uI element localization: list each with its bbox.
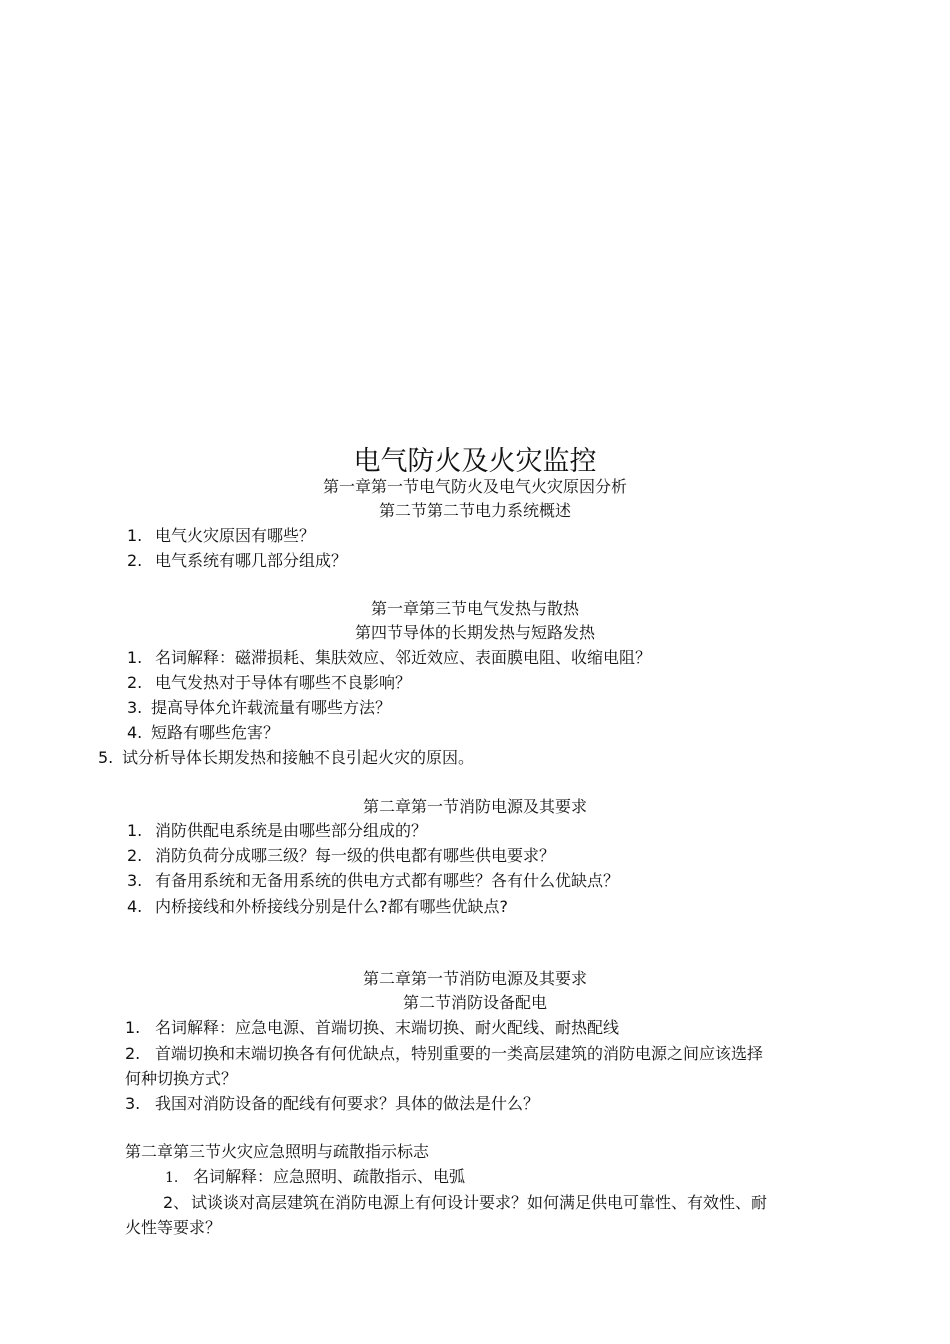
item-text: 首端切换和末端切换各有何优缺点，特别重要的一类高层建筑的消防电源之间应该选择 xyxy=(155,1044,764,1063)
list-item xyxy=(127,671,411,695)
item-text: 消防负荷分成哪三级？每一级的供电都有哪些供电要求？ xyxy=(155,846,556,865)
list-item xyxy=(127,895,508,919)
list-item xyxy=(163,1191,767,1215)
list-item xyxy=(98,746,474,770)
item-text: 消防供配电系统是由哪些部分组成的？ xyxy=(155,821,428,840)
item-text: 名词解释：磁滞损耗、集肤效应、邻近效应、表面膜电阻、收缩电阻？ xyxy=(155,648,652,667)
section-subheading: 第四节导体的长期发热与短路发热 xyxy=(354,623,595,642)
item-text: 内桥接线和外桥接线分别是什么?都有哪些优缺点? xyxy=(155,897,508,916)
item-number: 2、 xyxy=(163,1193,190,1212)
list-item xyxy=(127,549,347,573)
list-item xyxy=(127,844,555,868)
item-number: 2. xyxy=(127,673,143,692)
list-item xyxy=(127,696,391,720)
section-heading: 第二章第三节火灾应急照明与疏散指示标志 xyxy=(125,1142,430,1161)
list-item xyxy=(125,1016,619,1040)
section-subheading: 第二节消防设备配电 xyxy=(402,993,547,1012)
item-text: 电气火灾原因有哪些？ xyxy=(155,526,316,545)
item-number: 1. xyxy=(125,1018,141,1037)
list-item xyxy=(127,869,619,893)
item-text: 名词解释：应急电源、首端切换、末端切换、耐火配线、耐热配线 xyxy=(155,1018,620,1037)
item-number: 3. xyxy=(125,1094,141,1113)
list-item xyxy=(165,1165,465,1190)
item-number: 3. xyxy=(127,698,143,717)
item-number: 4. xyxy=(127,897,143,916)
item-text: 电气系统有哪几部分组成？ xyxy=(155,551,348,570)
list-item-continuation: 火性等要求？ xyxy=(125,1218,222,1237)
item-text: 有备用系统和无备用系统的供电方式都有哪些？各有什么优缺点？ xyxy=(155,871,620,890)
section-heading: 第一章第一节电气防火及电气火灾原因分析 xyxy=(322,477,627,496)
item-number: 3. xyxy=(127,871,143,890)
item-number: 2. xyxy=(127,551,143,570)
item-number: 1. xyxy=(127,821,143,840)
item-number: 4. xyxy=(127,723,143,742)
item-text: 名词解释：应急照明、疏散指示、电弧 xyxy=(193,1167,466,1186)
section-subheading: 第二节第二节电力系统概述 xyxy=(378,501,571,520)
item-number: 1. xyxy=(127,526,143,545)
item-number: 2. xyxy=(125,1044,141,1063)
document-title: 电气防火及火灾监控 xyxy=(353,446,597,477)
list-item xyxy=(127,721,279,745)
list-item xyxy=(127,819,427,843)
list-item xyxy=(125,1092,539,1116)
list-item-continuation: 何种切换方式？ xyxy=(125,1069,238,1088)
list-item xyxy=(125,1042,763,1066)
item-text: 我国对消防设备的配线有何要求？具体的做法是什么？ xyxy=(155,1094,540,1113)
item-number: 2. xyxy=(127,846,143,865)
section-heading: 第二章第一节消防电源及其要求 xyxy=(362,797,587,816)
item-text: 试分析导体长期发热和接触不良引起火灾的原因。 xyxy=(122,748,475,767)
item-number: 5. xyxy=(98,748,114,767)
item-number: 1. xyxy=(165,1170,179,1186)
item-text: 电气发热对于导体有哪些不良影响？ xyxy=(155,673,412,692)
item-text: 短路有哪些危害？ xyxy=(151,723,280,742)
item-text: 提高导体允许载流量有哪些方法？ xyxy=(151,698,392,717)
section-heading: 第二章第一节消防电源及其要求 xyxy=(362,969,587,988)
list-item xyxy=(127,524,315,548)
section-heading: 第一章第三节电气发热与散热 xyxy=(370,599,579,618)
item-number: 1. xyxy=(127,648,143,667)
list-item xyxy=(127,646,651,670)
item-text: 试谈谈对高层建筑在消防电源上有何设计要求？如何满足供电可靠性、有效性、耐 xyxy=(191,1193,768,1212)
